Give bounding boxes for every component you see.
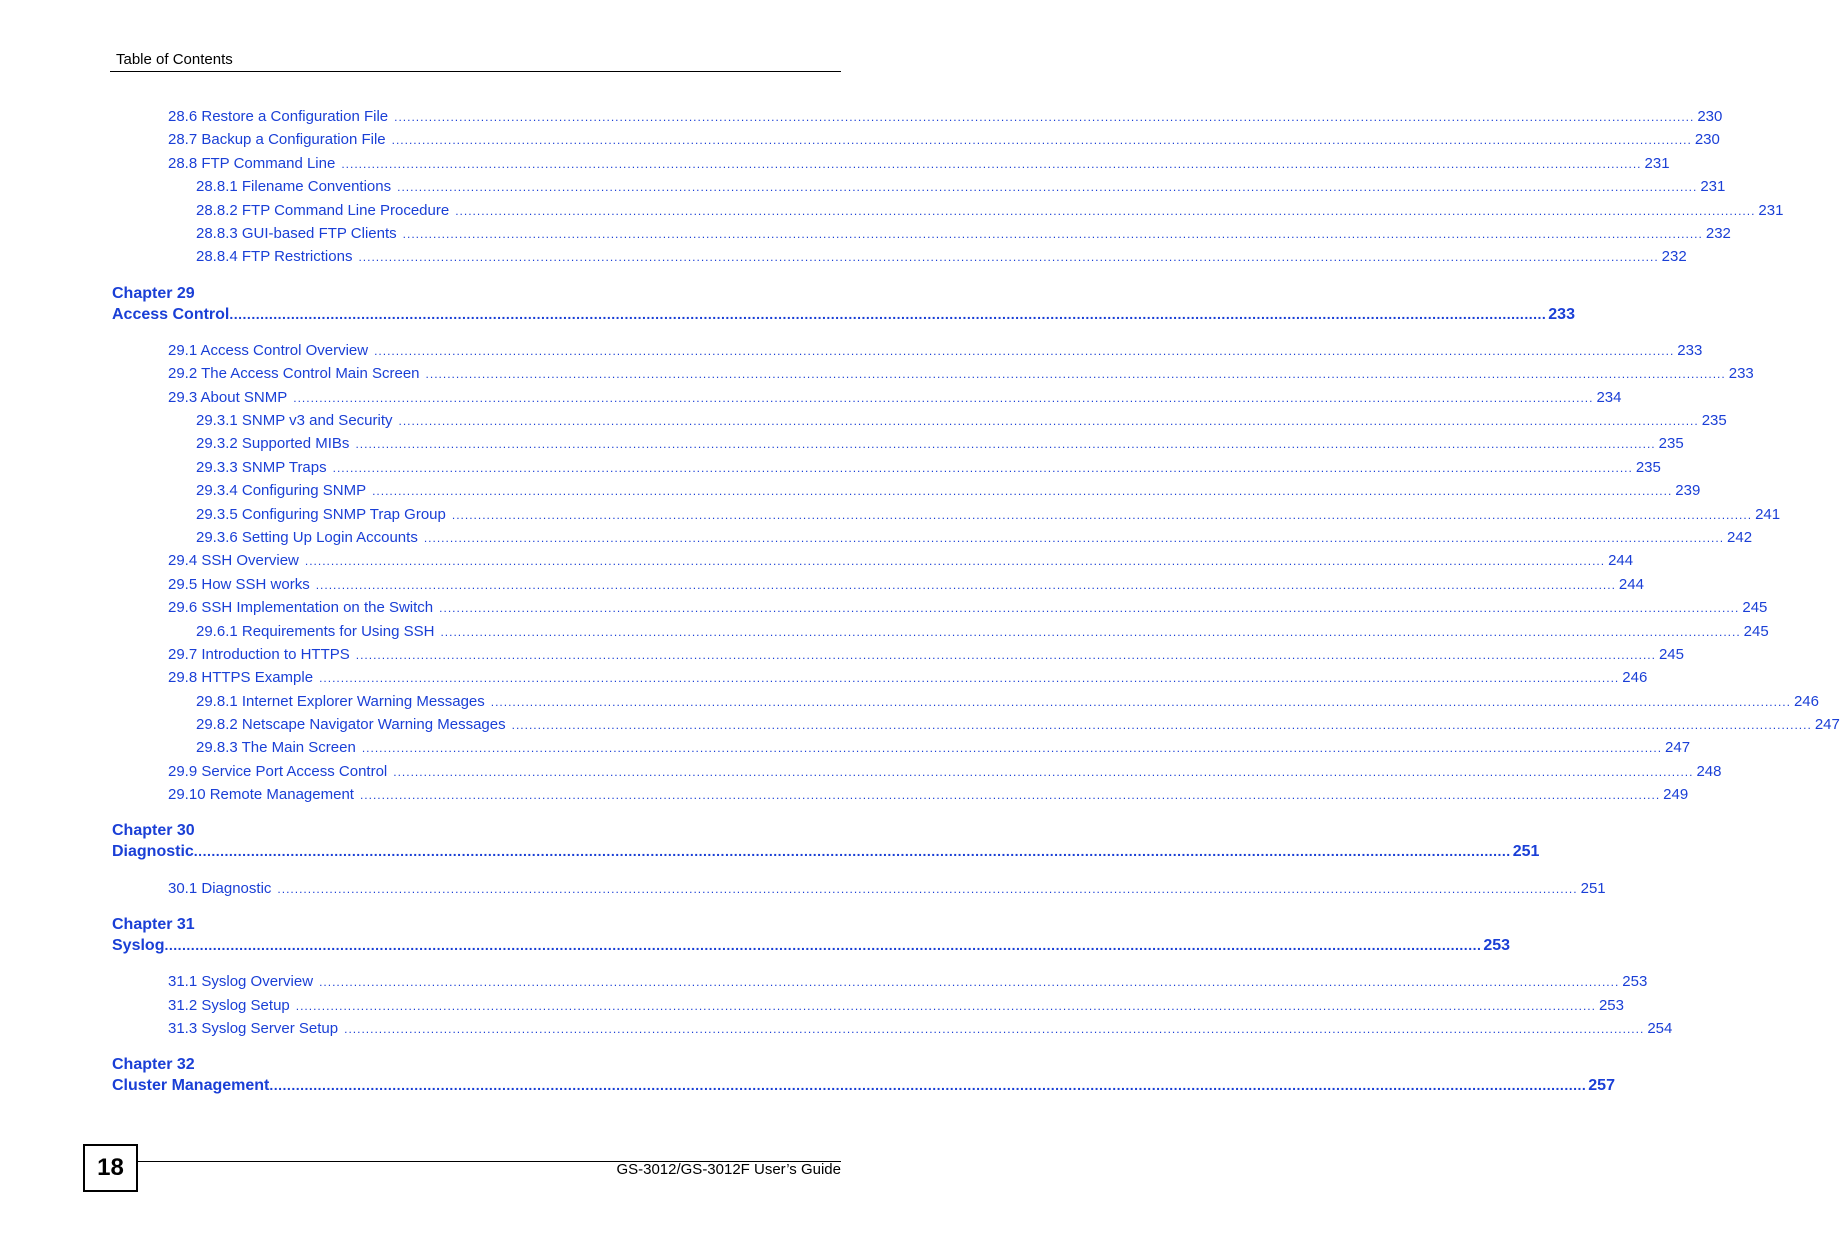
dot-leader: ............................................................................................................................................................................................................................................................................................................ <box>455 204 1756 218</box>
dot-leader: ............................................................................................................................................................................................................................................................................................................ <box>398 414 1699 428</box>
toc-entry-page: 253 <box>1598 997 1624 1014</box>
toc-entry[interactable] <box>168 785 1689 805</box>
dot-leader: ............................................................................................................................................................................................................................................................................................................ <box>295 999 1596 1013</box>
toc-entry-page: 245 <box>1742 599 1768 616</box>
toc-entry[interactable] <box>196 201 1784 221</box>
toc-entry-title: 28.8.4 FTP Restrictions <box>196 248 353 265</box>
toc-entry-title: 29.3.5 Configuring SNMP Trap Group <box>196 506 446 523</box>
toc-entry[interactable] <box>196 738 1691 758</box>
guide-title: GS-3012/GS-3012F User’s Guide <box>616 1161 841 1178</box>
toc-entry-title: 28.8.3 GUI-based FTP Clients <box>196 225 397 242</box>
toc-entry-page: 239 <box>1675 482 1701 499</box>
dot-leader: ............................................................................................................................................................................................................................................................................................................ <box>293 391 1594 405</box>
toc-entry[interactable] <box>168 762 1722 782</box>
chapter-title-text: Cluster Management <box>112 1077 270 1094</box>
dot-leader: ............................................................................................................................................................................................................................................................................................................ <box>402 227 1703 241</box>
toc-entry-title: 29.6 SSH Implementation on the Switch <box>168 599 434 616</box>
toc-entry-title: 31.1 Syslog Overview <box>168 973 314 990</box>
toc-entry-title: 31.3 Syslog Server Setup <box>168 1020 339 1037</box>
toc-entry-page: 244 <box>1608 552 1634 569</box>
dot-leader: ............................................................................................................................................................................................................................................................................................................ <box>440 625 1741 639</box>
dot-leader: ............................................................................................................................................................................................................................................................................................................ <box>397 180 1698 194</box>
toc-entry[interactable] <box>168 130 1720 150</box>
chapter-title-text: Syslog <box>112 937 165 954</box>
toc-entry-title: 29.3.6 Setting Up Login Accounts <box>196 529 418 546</box>
toc-entry-title: 28.8 FTP Command Line <box>168 155 336 172</box>
toc-entry-page: 233 <box>1728 365 1754 382</box>
dot-leader: ............................................................................................................................................................................................................................................................................................................ <box>332 461 1633 475</box>
toc-entry-page: 247 <box>1814 716 1840 733</box>
dot-leader: ............................................................................................................................................................................................................................................................................................................ <box>439 601 1740 615</box>
dot-leader: ............................................................................................................................................................................................................................................................................................................ <box>372 484 1673 498</box>
toc-entry-page: 254 <box>1647 1020 1673 1037</box>
toc-entry-title: 29.9 Service Port Access Control <box>168 763 388 780</box>
toc-entry-page: 245 <box>1743 623 1769 640</box>
toc-entry-title: 29.4 SSH Overview <box>168 552 299 569</box>
dot-leader: ............................................................................................................................................................................................................................................................................................................ <box>423 531 1725 545</box>
toc-entry[interactable] <box>196 692 1819 712</box>
toc-entry-title: 29.8.2 Netscape Navigator Warning Messages <box>196 716 506 733</box>
dot-leader: ............................................................................................................................................................................................................................................................................................................ <box>394 110 1695 124</box>
toc-entry-title: 28.8.1 Filename Conventions <box>196 178 392 195</box>
chapter-page: 251 <box>1512 843 1540 860</box>
toc-entry-page: 244 <box>1618 576 1644 593</box>
chapter-title[interactable] <box>112 304 1575 325</box>
toc-entry[interactable] <box>168 996 1624 1016</box>
toc-entry-title: 29.6.1 Requirements for Using SSH <box>196 623 435 640</box>
toc-entry-title: 29.3.2 Supported MIBs <box>196 435 350 452</box>
chapter-title[interactable] <box>112 841 1540 862</box>
dot-leader: ............................................................................................................................................................................................................................................................................................................ <box>319 975 1620 989</box>
dot-leader: ............................................................................................................................................................................................................................................................................................................ <box>391 133 1692 147</box>
toc-entry-page: 245 <box>1658 646 1684 663</box>
chapter-title[interactable] <box>112 935 1511 956</box>
toc-entry-title: 29.8.3 The Main Screen <box>196 739 356 756</box>
dot-leader: ............................................................................................................................................................................................................................................................................................................ <box>355 437 1656 451</box>
toc-entry-title: 28.8.2 FTP Command Line Procedure <box>196 202 450 219</box>
toc-entry-title: 29.3.1 SNMP v3 and Security <box>196 412 393 429</box>
toc-entry[interactable] <box>168 1019 1673 1039</box>
toc-entry-page: 246 <box>1622 669 1648 686</box>
dot-leader: ............................................................................................................................................................................................................................................................................................................ <box>229 306 1547 322</box>
toc-entry[interactable] <box>168 388 1622 408</box>
chapter-page: 233 <box>1548 306 1575 323</box>
toc-entry[interactable] <box>168 668 1648 688</box>
toc-entry-page: 247 <box>1665 739 1691 756</box>
page-number: 18 <box>83 1144 138 1192</box>
toc-entry-page: 246 <box>1793 693 1819 710</box>
toc-entry[interactable] <box>168 551 1634 571</box>
toc-entry-title: 30.1 Diagnostic <box>168 880 272 897</box>
toc-entry[interactable] <box>168 154 1670 174</box>
dot-leader: ............................................................................................................................................................................................................................................................................................................ <box>164 937 1482 953</box>
toc-entry-page: 249 <box>1663 786 1689 803</box>
dot-leader: ............................................................................................................................................................................................................................................................................................................ <box>451 508 1753 522</box>
toc-entry-page: 235 <box>1658 435 1684 452</box>
dot-leader: ............................................................................................................................................................................................................................................................................................................ <box>425 367 1726 381</box>
dot-leader: ............................................................................................................................................................................................................................................................................................................ <box>374 344 1675 358</box>
chapter-label[interactable]: Chapter 32 <box>112 1056 195 1073</box>
toc-entry-page: 241 <box>1755 506 1781 523</box>
toc-entry-title: 29.7 Introduction to HTTPS <box>168 646 350 663</box>
chapter-label[interactable]: Chapter 29 <box>112 285 195 302</box>
toc-entry-page: 232 <box>1705 225 1731 242</box>
toc-entry-title: 29.5 How SSH works <box>168 576 310 593</box>
toc-entry-title: 29.3 About SNMP <box>168 389 288 406</box>
dot-leader: ............................................................................................................................................................................................................................................................................................................ <box>277 882 1578 896</box>
dot-leader: ............................................................................................................................................................................................................................................................................................................ <box>319 671 1620 685</box>
toc-entry[interactable] <box>168 645 1684 665</box>
toc-entry-title: 29.3.4 Configuring SNMP <box>196 482 367 499</box>
chapter-title-text: Access Control <box>112 306 230 323</box>
dot-leader: ............................................................................................................................................................................................................................................................................................................ <box>315 578 1616 592</box>
toc-entry[interactable] <box>168 364 1754 384</box>
toc-entry[interactable] <box>196 458 1661 478</box>
toc-entry[interactable] <box>168 879 1606 899</box>
toc-entry-title: 29.8 HTTPS Example <box>168 669 314 686</box>
toc-entry-title: 29.8.1 Internet Explorer Warning Messages <box>196 693 485 710</box>
toc-entry-title: 29.1 Access Control Overview <box>168 342 369 359</box>
toc-entry-title: 29.3.3 SNMP Traps <box>196 459 327 476</box>
toc-entry-page: 231 <box>1758 202 1784 219</box>
toc-entry-title: 29.10 Remote Management <box>168 786 354 803</box>
toc-entry[interactable] <box>168 107 1723 127</box>
toc-entry[interactable] <box>196 411 1727 431</box>
toc-entry[interactable] <box>168 341 1703 361</box>
toc-entry-page: 232 <box>1661 248 1687 265</box>
toc-entry[interactable] <box>196 224 1731 244</box>
header-title: Table of Contents <box>116 51 233 68</box>
dot-leader: ............................................................................................................................................................................................................................................................................................................ <box>361 741 1663 755</box>
toc-entry-page: 234 <box>1596 389 1622 406</box>
toc-entry[interactable] <box>196 481 1701 501</box>
dot-leader: ............................................................................................................................................................................................................................................................................................................ <box>511 718 1812 732</box>
toc-entry-title: 31.2 Syslog Setup <box>168 997 290 1014</box>
chapter-label[interactable]: Chapter 31 <box>112 916 195 933</box>
toc-entry-title: 28.7 Backup a Configuration File <box>168 131 386 148</box>
toc-entry-page: 253 <box>1622 973 1648 990</box>
dot-leader: ............................................................................................................................................................................................................................................................................................................ <box>344 1022 1645 1036</box>
toc-entry[interactable] <box>196 434 1684 454</box>
toc-entry[interactable] <box>168 972 1648 992</box>
toc-entry[interactable] <box>196 505 1781 525</box>
dot-leader: ............................................................................................................................................................................................................................................................................................................ <box>341 157 1642 171</box>
toc-entry[interactable] <box>196 247 1687 267</box>
dot-leader: ............................................................................................................................................................................................................................................................................................................ <box>359 788 1661 802</box>
toc-entry-page: 231 <box>1700 178 1726 195</box>
toc-entry-page: 248 <box>1696 763 1722 780</box>
toc-entry[interactable] <box>168 598 1768 618</box>
dot-leader: ............................................................................................................................................................................................................................................................................................................ <box>304 554 1606 568</box>
toc-entry-page: 230 <box>1697 108 1723 125</box>
toc-entry-title: 29.2 The Access Control Main Screen <box>168 365 420 382</box>
toc-entry[interactable] <box>196 177 1726 197</box>
dot-leader: ............................................................................................................................................................................................................................................................................................................ <box>490 695 1791 709</box>
toc-entry-page: 235 <box>1701 412 1727 429</box>
chapter-page: 257 <box>1588 1077 1615 1094</box>
toc-entry-page: 233 <box>1677 342 1703 359</box>
chapter-page: 253 <box>1483 937 1511 954</box>
dot-leader: ............................................................................................................................................................................................................................................................................................................ <box>193 843 1511 859</box>
dot-leader: ............................................................................................................................................................................................................................................................................................................ <box>358 250 1659 264</box>
toc-entry-page: 231 <box>1644 155 1670 172</box>
toc-entry-page: 230 <box>1694 131 1720 148</box>
toc-entry-title: 28.6 Restore a Configuration File <box>168 108 389 125</box>
chapter-title[interactable] <box>112 1075 1615 1096</box>
dot-leader: ............................................................................................................................................................................................................................................................................................................ <box>393 765 1694 779</box>
toc-entry-page: 242 <box>1727 529 1753 546</box>
chapter-label[interactable]: Chapter 30 <box>112 822 195 839</box>
dot-leader: ............................................................................................................................................................................................................................................................................................................ <box>269 1077 1587 1093</box>
toc-entry-page: 251 <box>1580 880 1606 897</box>
dot-leader: ............................................................................................................................................................................................................................................................................................................ <box>355 648 1656 662</box>
toc-entry[interactable] <box>196 528 1753 548</box>
toc-entry[interactable] <box>168 575 1644 595</box>
chapter-title-text: Diagnostic <box>112 843 194 860</box>
toc-entry[interactable] <box>196 622 1769 642</box>
toc-entry[interactable] <box>196 715 1840 735</box>
toc-entry-page: 235 <box>1635 459 1661 476</box>
